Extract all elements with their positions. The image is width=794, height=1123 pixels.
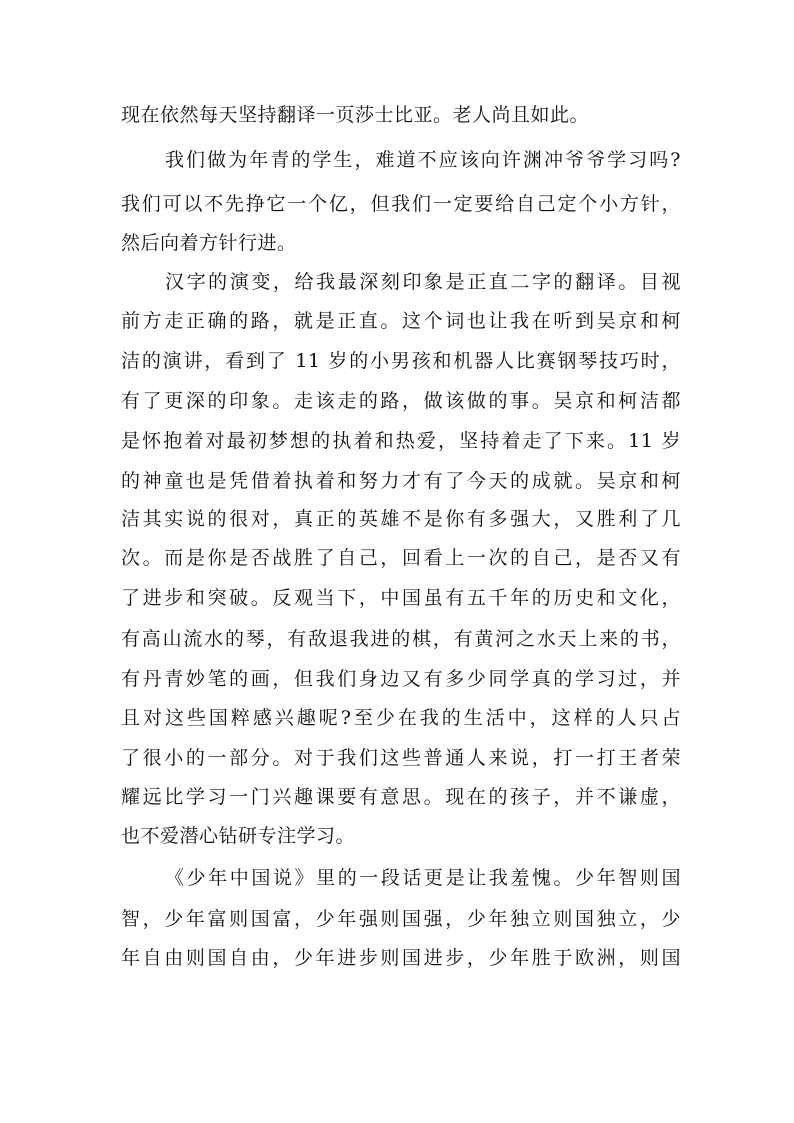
text-line-9: 是怀抱着对最初梦想的执着和热爱，坚持着走了下来。11 岁 <box>121 430 681 452</box>
text-line-6: 前方走正确的路，就是正直。这个词也让我在听到吴京和柯 <box>121 310 681 332</box>
text-line-12: 次。而是你是否战胜了自己，回看上一次的自己，是否又有 <box>121 547 681 569</box>
text-line-7: 洁的演讲，看到了 11 岁的小男孩和机器人比赛钢琴技巧时， <box>121 350 681 372</box>
text-line-8: 有了更深的印象。走该走的路，做该做的事。吴京和柯洁都 <box>121 390 681 412</box>
text-line-19: 也不爱潜心钻研专注学习。 <box>121 825 356 847</box>
text-line-5: 汉字的演变，给我最深刻印象是正直二字的翻译。目视 <box>165 271 681 293</box>
text-line-18: 耀远比学习一门兴趣课要有意思。现在的孩子，并不谦虚， <box>121 786 681 808</box>
text-line-22: 年自由则国自由，少年进步则国进步，少年胜于欧洲，则国 <box>121 947 681 969</box>
text-line-1: 现在依然每天坚持翻译一页莎士比亚。老人尚且如此。 <box>121 104 590 126</box>
text-line-21: 智，少年富则国富，少年强则国强，少年独立则国独立，少 <box>121 908 681 930</box>
text-line-20: 《少年中国说》里的一段话更是让我羞愧。少年智则国 <box>165 867 681 889</box>
text-line-2: 我们做为年青的学生，难道不应该向许渊冲爷爷学习吗? <box>165 149 681 171</box>
text-line-4: 然后向着方针行进。 <box>121 232 297 254</box>
text-line-13: 了进步和突破。反观当下，中国虽有五千年的历史和文化， <box>121 587 681 609</box>
text-line-16: 且对这些国粹感兴趣呢?至少在我的生活中，这样的人只占 <box>121 707 681 729</box>
text-line-14: 有高山流水的琴，有敌退我进的棋，有黄河之水天上来的书， <box>121 628 681 650</box>
text-line-15: 有丹青妙笔的画，但我们身边又有多少同学真的学习过，并 <box>121 668 681 690</box>
text-line-11: 洁其实说的很对，真正的英雄不是你有多强大，又胜利了几 <box>121 508 681 530</box>
text-line-10: 的神童也是凭借着执着和努力才有了今天的成就。吴京和柯 <box>121 470 681 492</box>
text-line-17: 了很小的一部分。对于我们这些普通人来说，打一打王者荣 <box>121 747 681 769</box>
text-line-3: 我们可以不先挣它一个亿，但我们一定要给自己定个小方针， <box>121 193 681 215</box>
